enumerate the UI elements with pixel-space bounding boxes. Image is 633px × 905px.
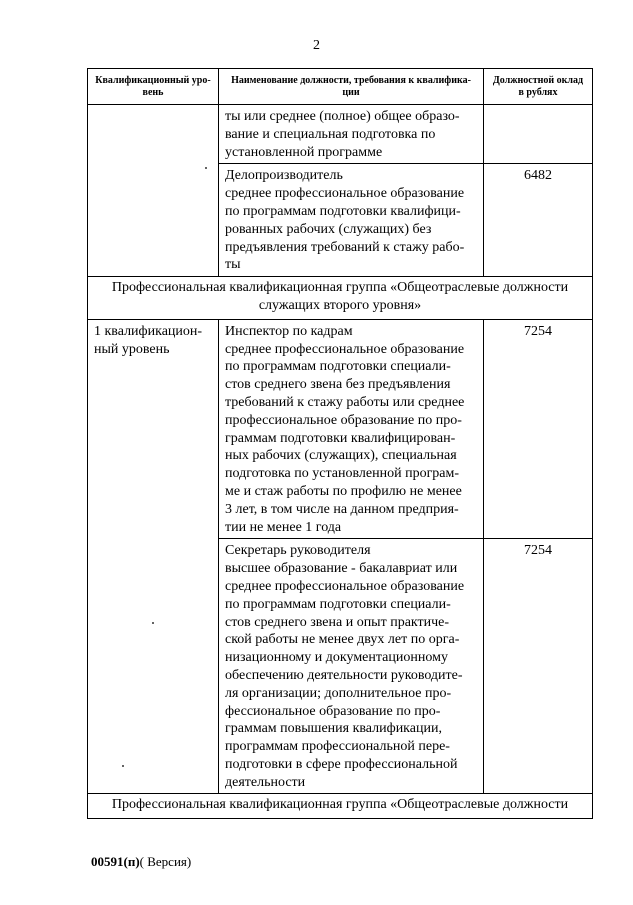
document-footer xyxy=(91,854,191,870)
salary-table xyxy=(87,68,593,819)
group-row xyxy=(88,277,593,320)
table-row xyxy=(88,105,593,164)
salary-cell xyxy=(484,105,593,164)
header-salary: Должностной оклад в рублях xyxy=(484,69,593,105)
table-header-row xyxy=(88,69,593,105)
salary-cell: 6482 xyxy=(484,164,593,277)
document-version: ( Версия) xyxy=(139,854,192,869)
level-cell xyxy=(88,105,219,277)
table-row xyxy=(88,319,593,539)
salary-cell: 7254 xyxy=(484,319,593,539)
position-cell: ты или среднее (полное) общее образо- вание и специальная подготовка по установленной программе xyxy=(219,105,484,164)
group-row xyxy=(88,794,593,819)
header-qualification-level: Квалификационный уро- вень xyxy=(88,69,219,105)
group-title: Профессиональная квалификационная группа «Общеотраслевые должности служащих второго уровня» xyxy=(88,277,593,320)
level-cell: 1 квалификацион- ный уровень xyxy=(88,319,219,794)
scan-speck xyxy=(152,622,154,624)
salary-cell: 7254 xyxy=(484,539,593,794)
position-cell: Инспектор по кадрам среднее профессиональное образование по программам подготовки специали- стов среднего звена без предъявления требований к стажу работы или среднее профессиональное образование по про- граммам подготовки квалифицирован- ных рабочих (служащих), специальная подготовка по установленной програм- ме и стаж работы по профилю не менее 3 лет, в том числе на данном предприя- тии не менее 1 года xyxy=(219,319,484,539)
position-cell: Секретарь руководителя высшее образование - бакалавриат или среднее профессиональное образование по программам подготовки специали- стов среднего звена и опыт практиче- ской работы не менее двух лет по орга- низационному и документационному обеспечению деятельности руководите- ля организации; дополнительное про- фессиональное образование по про- граммам повышения квалификации, программам профессиональной пере- подготовки в сфере профессиональной деятельности xyxy=(219,539,484,794)
scan-speck xyxy=(205,167,207,169)
scan-speck xyxy=(122,765,124,767)
group-title: Профессиональная квалификационная группа «Общеотраслевые должности xyxy=(88,794,593,819)
header-position-requirements: Наименование должности, требования к квалифика- ции xyxy=(219,69,484,105)
document-code: 00591(п) xyxy=(91,854,140,869)
position-cell: Делопроизводитель среднее профессиональное образование по программам подготовки квалифици- рованных рабочих (служащих) без предъявления требований к стажу рабо- ты xyxy=(219,164,484,277)
page-number: 2 xyxy=(313,38,320,53)
